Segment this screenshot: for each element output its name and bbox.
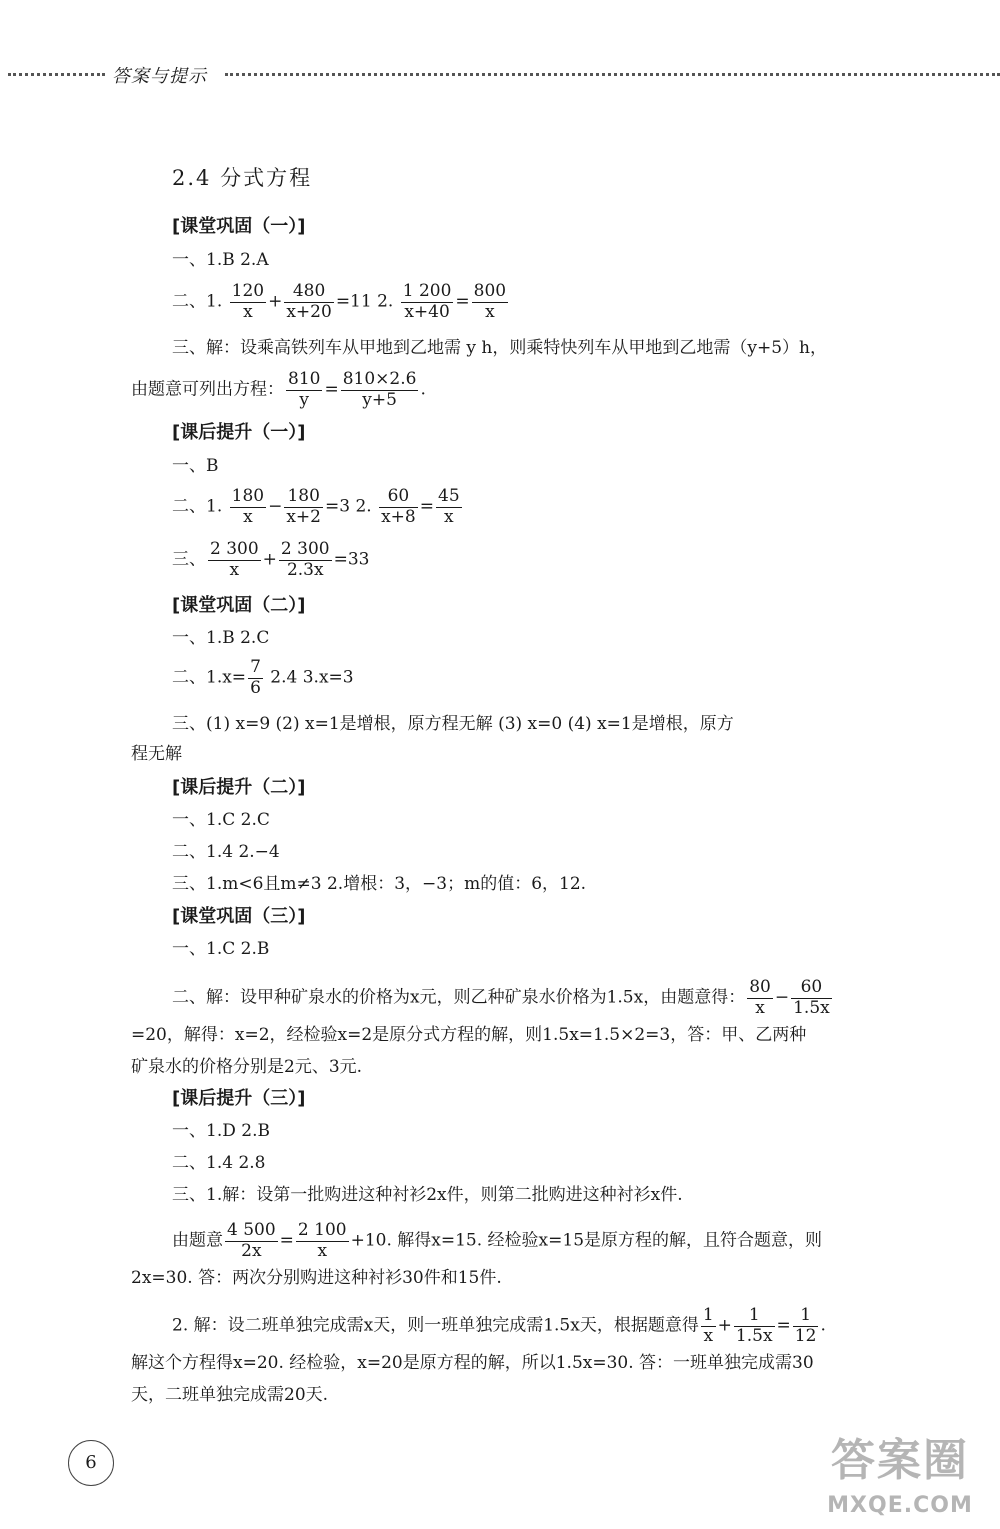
fraction bbox=[791, 978, 832, 1018]
denominator: x bbox=[436, 507, 462, 528]
answer-line: 二、1.4 2.−4 bbox=[172, 842, 280, 862]
fraction bbox=[279, 540, 332, 580]
answer-line bbox=[172, 1221, 822, 1261]
fraction bbox=[436, 487, 462, 527]
numerator: 1 bbox=[702, 1305, 714, 1325]
fraction bbox=[793, 1306, 819, 1346]
denominator: x+8 bbox=[381, 506, 416, 527]
watermark-url: MXQE.COM bbox=[827, 1493, 973, 1518]
text-run: 二、解：设甲种矿泉水的价格为x元，则乙种矿泉水价格为1.5x，由题意得： bbox=[172, 987, 746, 1008]
text-run: = bbox=[455, 291, 470, 312]
numerator: 180 bbox=[287, 486, 320, 506]
denominator: 2.3x bbox=[279, 560, 332, 581]
fraction bbox=[230, 282, 266, 322]
numerator: 80 bbox=[749, 977, 771, 997]
denominator: 1.5x bbox=[735, 1325, 773, 1346]
subsection-title: [课堂巩固（一）] bbox=[172, 216, 306, 237]
header-dots-left bbox=[8, 73, 105, 76]
denominator: x bbox=[230, 507, 266, 528]
fraction bbox=[472, 282, 508, 322]
answer-line bbox=[172, 1306, 826, 1346]
answer-line bbox=[172, 658, 354, 698]
text-run: = bbox=[419, 496, 434, 517]
subsection-title: [课后提升（二）] bbox=[172, 777, 306, 798]
text-run: =11 2. bbox=[335, 291, 394, 312]
numerator: 480 bbox=[292, 281, 326, 301]
answer-line bbox=[172, 540, 369, 580]
answer-line: 三、1.m<6且m≠3 2.增根：3，−3；m的值：6，12. bbox=[172, 874, 587, 894]
fraction bbox=[734, 1306, 775, 1346]
watermark bbox=[800, 1430, 1000, 1529]
answer-line: 天，二班单独完成需20天. bbox=[131, 1385, 329, 1405]
text-run: = bbox=[324, 379, 339, 400]
numerator: 180 bbox=[231, 486, 265, 506]
text-run: . bbox=[820, 1315, 826, 1336]
text-run: =3 2. bbox=[325, 496, 372, 517]
header-title: 答案与提示 bbox=[112, 66, 207, 87]
answer-line bbox=[172, 487, 464, 527]
page-number: 6 bbox=[68, 1440, 114, 1486]
answer-line bbox=[131, 370, 426, 410]
text-run: 2.4 3.x=3 bbox=[264, 667, 354, 688]
denominator: x bbox=[472, 302, 508, 323]
fraction bbox=[747, 978, 773, 1018]
text-run: 由题意 bbox=[172, 1230, 223, 1251]
text-run: 三、 bbox=[172, 549, 206, 570]
text-run: 由题意可列出方程： bbox=[131, 379, 284, 400]
text-run: + bbox=[262, 549, 277, 570]
subsection-title: [课后提升（一）] bbox=[172, 422, 306, 443]
denominator: 12 bbox=[794, 1325, 817, 1346]
subsection-title: [课堂巩固（三）] bbox=[172, 906, 306, 927]
fraction bbox=[284, 282, 333, 322]
denominator: x+20 bbox=[286, 301, 332, 322]
answer-line: 一、B bbox=[172, 456, 219, 476]
text-run: + bbox=[717, 1315, 732, 1336]
answer-line: 一、1.B 2.C bbox=[172, 628, 270, 648]
answer-line: 解这个方程得x=20. 经检验，x=20是原方程的解，所以1.5x=30. 答：一班单独完成需30 bbox=[131, 1353, 814, 1373]
denominator: x+40 bbox=[401, 302, 454, 323]
answer-line: 一、1.D 2.B bbox=[172, 1121, 270, 1141]
watermark-logo-text: 答案圈 bbox=[831, 1435, 969, 1486]
answer-line: 2x=30. 答：两次分别购进这种衬衫30件和15件. bbox=[131, 1268, 502, 1288]
answer-line: 三、1.解：设第一批购进这种衬衫2x件，则第二批购进这种衬衫x件. bbox=[172, 1185, 683, 1205]
numerator: 1 bbox=[748, 1305, 760, 1325]
header-dots-right bbox=[225, 73, 1000, 76]
numerator: 4 500 bbox=[227, 1220, 276, 1240]
answer-line: 一、1.B 2.A bbox=[172, 250, 269, 270]
running-header bbox=[0, 62, 1000, 88]
numerator: 1 bbox=[800, 1305, 812, 1325]
answer-line: =20，解得：x=2，经检验x=2是原分式方程的解，则1.5x=1.5×2=3，答：甲、乙两种 bbox=[131, 1025, 807, 1045]
denominator: x bbox=[230, 302, 266, 323]
fraction bbox=[401, 282, 454, 322]
denominator: 1.5x bbox=[793, 997, 830, 1018]
text-run: 2. 解：设二班单独完成需x天，则一班单独完成需1.5x天，根据题意得 bbox=[172, 1315, 699, 1336]
text-run: − bbox=[268, 496, 283, 517]
fraction bbox=[208, 540, 261, 580]
denominator: x bbox=[296, 1241, 349, 1262]
text-run: − bbox=[774, 987, 790, 1008]
answer-line: 三、(1) x=9 (2) x=1是增根，原方程无解 (3) x=0 (4) x=1是增根，原方 bbox=[172, 714, 734, 734]
subsection-title: [课后提升（三）] bbox=[172, 1088, 306, 1109]
denominator: x bbox=[747, 998, 773, 1019]
denominator: 2x bbox=[225, 1241, 278, 1262]
text-run: = bbox=[279, 1230, 294, 1251]
numerator: 7 bbox=[250, 657, 261, 677]
denominator: 6 bbox=[250, 677, 261, 698]
text-run: . bbox=[420, 379, 426, 400]
fraction bbox=[230, 487, 266, 527]
text-run: 二、1. bbox=[172, 291, 223, 312]
denominator: y+5 bbox=[341, 390, 419, 411]
fraction bbox=[296, 1221, 349, 1261]
answer-line bbox=[172, 282, 510, 322]
denominator: y bbox=[286, 390, 322, 411]
fraction bbox=[248, 658, 263, 698]
numerator: 2 100 bbox=[297, 1220, 347, 1240]
text-run: +10. 解得x=15. 经检验x=15是原方程的解，且符合题意，则 bbox=[350, 1230, 823, 1251]
numerator: 810×2.6 bbox=[342, 369, 417, 389]
fraction bbox=[379, 487, 418, 527]
numerator: 45 bbox=[438, 486, 460, 506]
numerator: 2 300 bbox=[210, 539, 259, 559]
text-run: + bbox=[268, 291, 283, 312]
text-run: 二、1. bbox=[172, 496, 223, 517]
numerator: 60 bbox=[800, 977, 823, 997]
text-run: = bbox=[776, 1315, 791, 1336]
denominator: x bbox=[701, 1326, 716, 1347]
answer-line: 矿泉水的价格分别是2元、3元. bbox=[131, 1057, 363, 1077]
text-run: 二、1.x= bbox=[172, 667, 247, 688]
fraction bbox=[225, 1221, 278, 1261]
numerator: 60 bbox=[387, 486, 410, 506]
answer-line: 一、1.C 2.B bbox=[172, 939, 270, 959]
section-title: 2.4 分式方程 bbox=[172, 166, 313, 190]
numerator: 800 bbox=[473, 281, 507, 301]
numerator: 2 300 bbox=[280, 539, 330, 559]
subsection-title: [课堂巩固（二）] bbox=[172, 595, 306, 616]
fraction bbox=[286, 370, 322, 410]
fraction bbox=[341, 370, 419, 410]
answer-line: 一、1.C 2.C bbox=[172, 810, 270, 830]
fraction bbox=[284, 487, 323, 527]
text-run: =33 bbox=[333, 549, 370, 570]
numerator: 1 200 bbox=[402, 281, 452, 301]
answer-line bbox=[172, 978, 834, 1018]
answer-line: 程无解 bbox=[131, 744, 182, 764]
answer-line: 三、解：设乘高铁列车从甲地到乙地需 y h，则乘特快列车从甲地到乙地需（y+5）h， bbox=[172, 338, 827, 358]
numerator: 120 bbox=[231, 281, 265, 301]
denominator: x bbox=[208, 560, 261, 581]
denominator: x+2 bbox=[286, 506, 321, 527]
numerator: 810 bbox=[288, 369, 321, 389]
answer-line: 二、1.4 2.8 bbox=[172, 1153, 266, 1173]
fraction bbox=[701, 1306, 716, 1346]
